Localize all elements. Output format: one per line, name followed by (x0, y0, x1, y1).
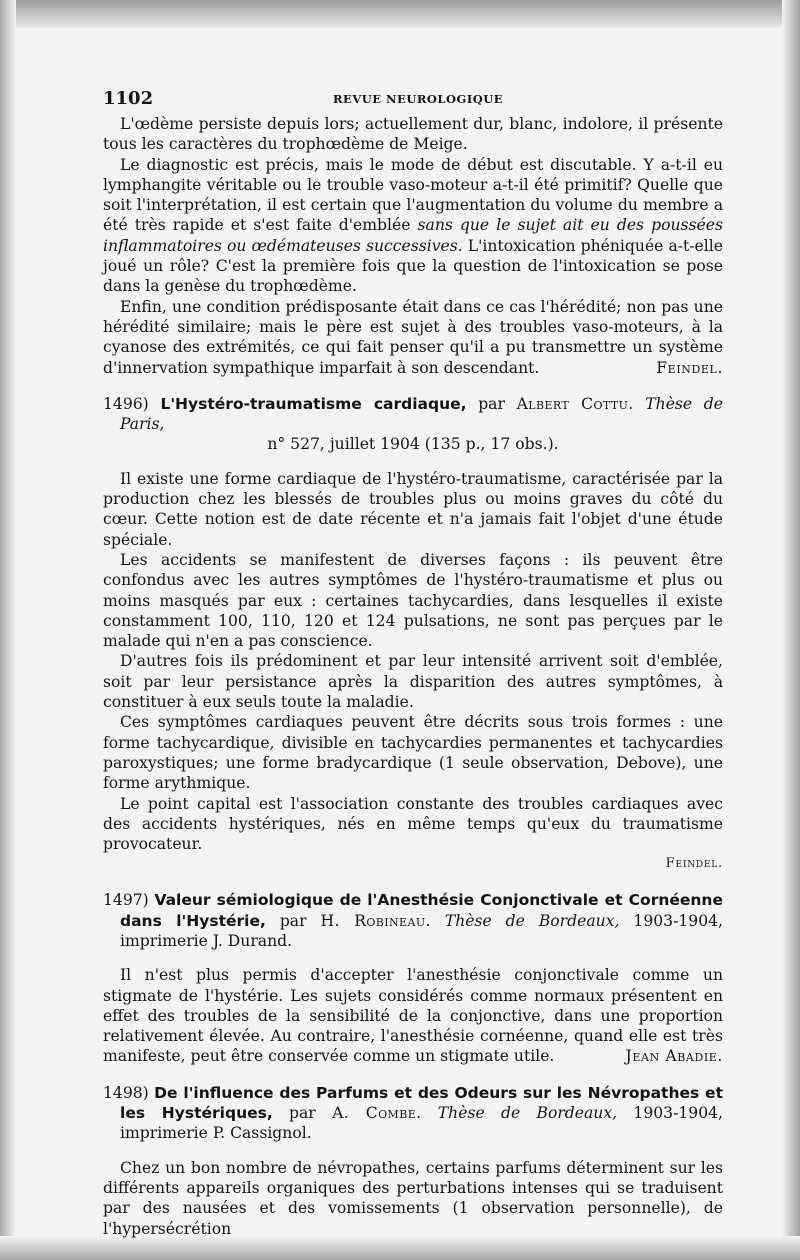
intro-p2-text-b: L'intoxication phéniquée a-t-elle joué un rôle? C'est la première fois que la question de l'intoxication se pose dans la genèse du trophœdème. (103, 236, 723, 296)
entry-1497-title: Valeur sémiologique de l'Anesthésie Conjonctivale et Cornéenne dans l'Hystérie, (120, 891, 723, 930)
intro-signature: Feindel. (656, 358, 723, 377)
intro-paragraph-2 (103, 155, 723, 297)
entry-1498-heading (103, 1083, 723, 1144)
scan-edge-bottom (0, 1236, 800, 1260)
entry-1497-heading (103, 890, 723, 951)
entry-1497-author: H. Robineau. (320, 911, 431, 930)
scan-edge-right (782, 0, 800, 1260)
scan-edge-top (0, 0, 800, 28)
entry-1496-signature: Feindel. (665, 856, 723, 872)
entry-1498-by: par (272, 1104, 333, 1123)
entry-1497-signature: Jean Abadie. (625, 1047, 723, 1066)
entry-1497-number: 1497) (103, 891, 149, 910)
entry-1496-details: n° 527, juillet 1904 (135 p., 17 obs.). (267, 435, 559, 454)
entry-1497-source: Thèse de Bordeaux, (430, 911, 620, 930)
running-head: REVUE NEUROLOGIQUE (333, 92, 504, 106)
entry-1496-heading (103, 394, 723, 435)
intro-p3-text: Enfin, une condition prédisposante était dans ce cas l'hérédité; non pas une hérédité similaire; mais le père est sujet à des troubles vaso-moteurs, à la cyanose des extrémités, ce qui fait penser qu'il a pu transmettre un système d'innervation sympathique imparfait à son descendant. (103, 297, 723, 377)
entry-1498-details: 1903-1904, imprimerie P. Cassignol. (120, 1104, 724, 1143)
intro-p2-text-a: Le diagnostic est précis, mais le mode de début est discutable. Y a-t-il eu lymphangite véritable ou le trouble vaso-moteur a-t-il été primitif? Quelle que soit l'interprétation, il est certain que l'augmentation du volume du membre a été très rapide et s'est faite d'emblée (103, 155, 723, 235)
entry-1496-source: Thèse de Paris, (120, 394, 724, 434)
entry-1496-paragraph-5: Le point capital est l'association constante des troubles cardiaques avec des accidents hystériques, nés en même temps qu'eux du traumatisme provocateur. (103, 794, 723, 854)
page-content (103, 88, 723, 1239)
intro-paragraph-3 (103, 297, 723, 378)
entry-1496-paragraph-2: Les accidents se manifestent de diverses façons : ils peuvent être confondus avec les autres symptômes de l'hystéro-traumatisme et plus ou moins masqués par eux : certaines tachycardies, dans lesquelles il existe constamment 100, 110, 120 et 124 pulsations, ne sont pas perçues par le malade qui n'en a pas conscience. (103, 550, 723, 651)
page-number: 1102 (103, 88, 154, 109)
entry-1498-number: 1498) (103, 1083, 149, 1102)
entry-1498-source: Thèse de Bordeaux, (421, 1104, 618, 1123)
entry-1496-paragraph-3: D'autres fois ils prédominent et par leur intensité arrivent soit d'emblée, soit par leur persistance après la disparition des autres symptômes, à constituer à eux seuls toute la maladie. (103, 652, 723, 712)
entry-1497-details: 1903-1904, imprimerie J. Durand. (120, 911, 723, 950)
scan-edge-left (0, 0, 16, 1260)
entry-1497-by: par (265, 911, 321, 930)
entry-1498-author: A. Combe. (332, 1104, 422, 1123)
entry-1496-paragraph-1: Il existe une forme cardiaque de l'hystéro-traumatisme, caractérisée par la production chez les blessés de troubles plus ou moins graves du côté du cœur. Cette notion est de date récente et n'a jamais fait l'objet d'une étude spéciale. (103, 469, 723, 549)
entry-1496-paragraph-4: Ces symptômes cardiaques peuvent être décrits sous trois formes : une forme tachycardique, divisible en tachycardies permanentes et tachycardies paroxystiques; une forme bradycardique (1 seule observation, Debove), une forme arythmique. (103, 713, 723, 793)
entry-1496-title: L'Hystéro-traumatisme cardiaque, (160, 394, 467, 413)
page-header (103, 88, 723, 114)
entry-1496-number: 1496) (103, 394, 149, 413)
entry-1497-paragraph-1 (103, 965, 723, 1066)
intro-p2-italic: sans que le sujet ait eu des poussées inflammatoires ou œdémateuses successives. (103, 216, 723, 255)
entry-1496-author: Albert Cottu. (516, 394, 634, 413)
entry-1497-p1-text: Il n'est plus permis d'accepter l'anesthésie conjonctivale comme un stigmate de l'hystérie. Les sujets considérés comme normaux présentent en effet des troubles de la sensibilité de la conjonctive, dans une proportion relativement élevée. Au contraire, l'anesthésie cornéenne, quand elle est très manifeste, peut être conservée comme un stigmate utile. (103, 966, 723, 1066)
entry-1496-by: par (466, 394, 517, 413)
intro-paragraph-1: L'œdème persiste depuis lors; actuellement dur, blanc, indolore, il présente tous les caractères du trophœdème de Meige. (103, 115, 723, 154)
entry-1498-title: De l'influence des Parfums et des Odeurs sur les Névropathes et les Hystériques, (120, 1083, 723, 1123)
entry-1498-paragraph-1: Chez un bon nombre de névropathes, certains parfums déterminent sur les différents appareils organiques des perturbations intenses qui se traduisent par des nausées et des vomissements (1 observation personnelle), de l'hypersécrétion (103, 1158, 723, 1238)
